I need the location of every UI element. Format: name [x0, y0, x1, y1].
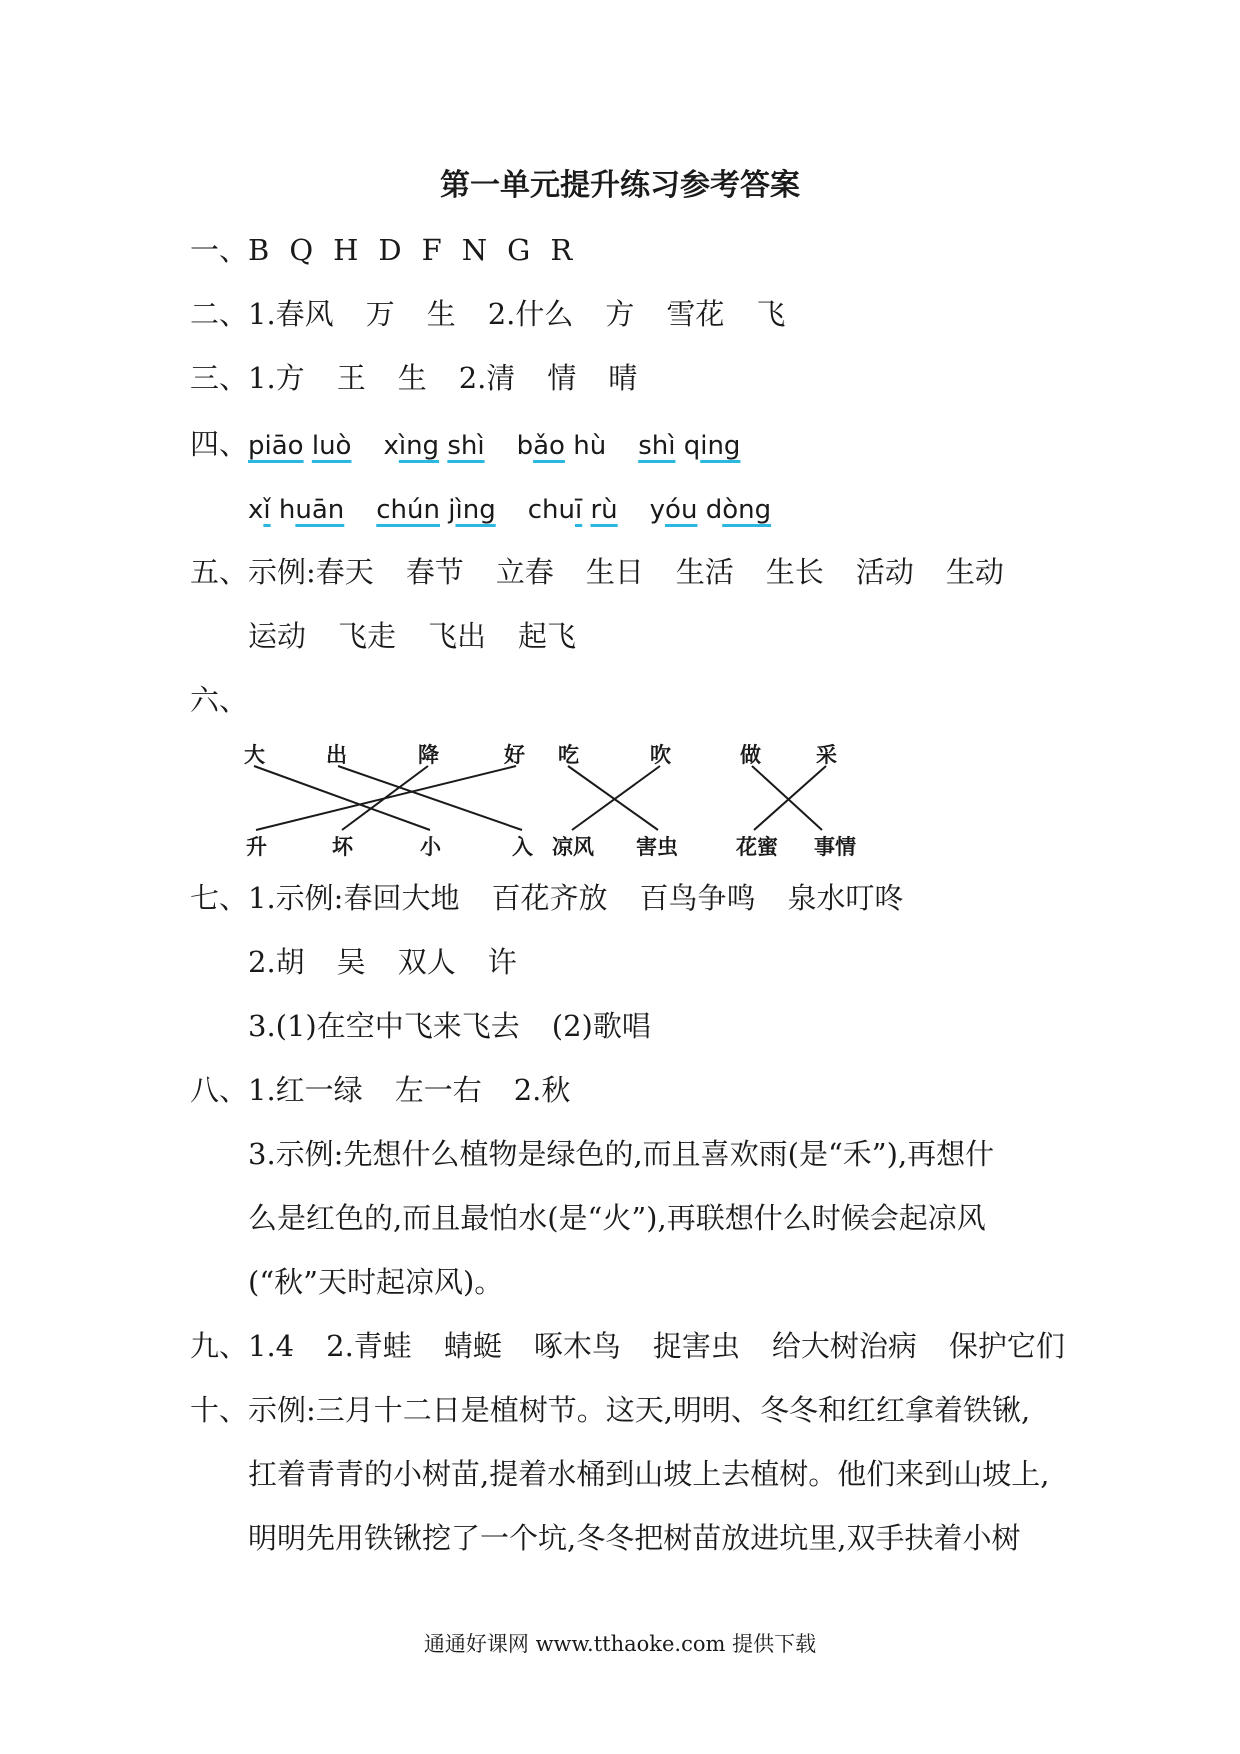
pinyin-word: [248, 431, 351, 461]
answer-number: 一、: [190, 233, 249, 267]
match-line: [572, 766, 660, 830]
match-line: [254, 766, 430, 830]
pinyin-underlined-segment: òng: [722, 495, 772, 525]
match-top-word: 出: [326, 742, 347, 767]
answer-8-part-3: 3.示例:先想什么植物是绿色的,而且喜欢雨(是“禾”),再想什: [248, 1137, 995, 1171]
pinyin-underlined-segment: chún: [376, 495, 440, 525]
answer-text: 晴: [608, 361, 638, 395]
answer-word: 生日: [585, 555, 644, 589]
answer-1: [190, 232, 572, 268]
pinyin-underlined-segment: luò: [311, 431, 352, 461]
answer-number: 九、: [190, 1329, 249, 1363]
answer-7: [190, 880, 904, 916]
answer-word: 起飞: [518, 619, 577, 653]
answer-text: 给大树治病: [771, 1329, 917, 1363]
answer-text: 方: [605, 297, 635, 331]
answer-text: 2.秋: [513, 1073, 571, 1107]
answer-letter: Q: [289, 233, 314, 267]
letter-list: [248, 233, 572, 267]
answer-text: 1.示例:春回大地: [248, 881, 460, 915]
pinyin-underlined-segment: ǎo: [533, 431, 565, 461]
match-bottom-word: 事情: [814, 834, 856, 859]
answer-letter: B: [248, 233, 270, 267]
match-top-word: 好: [504, 742, 525, 767]
answer-text: (2)歌唱: [551, 1009, 651, 1043]
match-top-word: 降: [418, 742, 439, 767]
answer-text: 百花齐放: [491, 881, 608, 915]
pinyin-segment: x: [383, 431, 399, 461]
page-title: 第一单元提升练习参考答案: [440, 168, 800, 203]
answer-word: 春天: [315, 555, 374, 589]
match-bottom-word: 入: [512, 834, 533, 859]
pinyin-underlined-segment: ìng: [398, 431, 440, 461]
answer-text: 2.青蛙: [326, 1329, 412, 1363]
word-list-2: [248, 619, 576, 653]
answer-word: 生活: [675, 555, 734, 589]
answer-text: 百鸟争鸣: [639, 881, 756, 915]
pinyin-word: [383, 431, 484, 461]
answer-number: 五、: [190, 555, 249, 589]
pinyin-segment: b: [516, 431, 534, 461]
answer-text: 许: [487, 945, 517, 979]
answer-word: 运动: [248, 619, 307, 653]
answer-3: [190, 360, 637, 396]
answer-10: [190, 1392, 1030, 1428]
answer-number: 三、: [190, 361, 249, 395]
answer-text: 蜻蜓: [443, 1329, 502, 1363]
pinyin-word: [248, 495, 344, 525]
answer-letter: D: [378, 233, 402, 267]
pinyin-segment: d: [697, 495, 723, 525]
match-top-word: 吹: [650, 742, 671, 767]
answer-text: 生: [426, 297, 456, 331]
answer-text: 王: [336, 361, 366, 395]
answer-text: 情: [547, 361, 577, 395]
answer-word: 飞出: [428, 619, 487, 653]
pinyin-underlined-segment: uān: [295, 495, 345, 525]
answer-number: 八、: [190, 1073, 249, 1107]
answer-text: 1.春风: [248, 297, 334, 331]
pinyin-underlined-segment: ī: [574, 495, 583, 525]
match-line: [752, 766, 822, 830]
pinyin-underlined-segment: piāo: [248, 431, 304, 461]
pinyin-underlined-segment: ìng: [455, 495, 496, 525]
match-bottom-word: 害虫: [636, 834, 678, 859]
word-list-1: [316, 555, 1004, 589]
answer-text: 1.4: [248, 1329, 295, 1363]
pinyin-row-2: [248, 495, 771, 525]
match-bottom-word: 花蜜: [736, 834, 778, 859]
answer-text: 雪花: [666, 297, 725, 331]
answer-text: 3.(1)在空中飞来飞去: [248, 1009, 520, 1043]
answer-letter: G: [507, 233, 531, 267]
pinyin-underlined-segment: shì: [638, 431, 676, 461]
pinyin-segment: y: [649, 495, 666, 525]
answer-letter: R: [550, 233, 573, 267]
answer-8-part-3-cont: 么是红色的,而且最怕水(是“火”),再联想什么时候会起凉风: [248, 1201, 986, 1235]
answer-text: 生: [397, 361, 427, 395]
answer-text: 啄木鸟: [533, 1329, 621, 1363]
answer-10-cont-1: 扛着青青的小树苗,提着水桶到山坡上去植树。他们来到山坡上,: [248, 1457, 1050, 1491]
pinyin-word: [528, 495, 618, 525]
pinyin-underlined-segment: ǐ: [263, 495, 271, 525]
answer-8-part-3-end: (“秋”天时起凉风)。: [248, 1265, 504, 1299]
answer-text: 吴: [336, 945, 366, 979]
match-line: [568, 766, 658, 830]
pinyin-segment: chu: [527, 495, 575, 525]
match-top-word: 吃: [558, 742, 579, 767]
answer-10-cont-2: 明明先用铁锹挖了一个坑,冬冬把树苗放进坑里,双手扶着小树: [248, 1521, 1021, 1555]
answer-word: 活动: [855, 555, 914, 589]
match-top-word: 大: [244, 742, 265, 767]
pinyin-word: [517, 431, 607, 461]
answer-text: 2.清: [458, 361, 516, 395]
answer-letter: N: [461, 233, 488, 267]
pinyin-segment: h: [270, 495, 296, 525]
answer-9: [190, 1328, 1065, 1364]
answer-2: [190, 296, 785, 332]
answer-text: 1.红一绿: [248, 1073, 363, 1107]
match-bottom-word: 坏: [332, 834, 353, 859]
pinyin-word: [650, 495, 771, 525]
answer-word: 生动: [945, 555, 1004, 589]
match-top-word: 采: [816, 742, 837, 767]
pinyin-segment: j: [440, 495, 456, 525]
pinyin-segment: [304, 431, 312, 461]
answer-text: 2.胡: [248, 945, 305, 979]
answer-number: 六、: [190, 683, 249, 717]
match-bottom-word: 升: [246, 834, 267, 859]
answer-4-row-2: [248, 490, 771, 528]
answer-text: 双人: [397, 945, 456, 979]
answer-letter: F: [421, 233, 442, 267]
pinyin-word: [376, 495, 495, 525]
pinyin-word: [638, 431, 740, 461]
answer-text: 飞: [756, 297, 786, 331]
answer-text: 泉水叮咚: [787, 881, 904, 915]
pinyin-underlined-segment: ing: [700, 431, 741, 461]
footer-credit: 通通好课网 www.tthaoke.com 提供下载: [423, 1632, 817, 1656]
answer-letter: H: [333, 233, 359, 267]
pinyin-segment: hù: [564, 431, 607, 461]
answer-5: [190, 554, 1004, 590]
answer-text: 1.方: [248, 361, 305, 395]
pinyin-underlined-segment: óu: [665, 495, 698, 525]
answer-number: 十、: [190, 1393, 249, 1427]
answer-text: 捉害虫: [652, 1329, 740, 1363]
answer-6: [190, 682, 248, 718]
match-bottom-word: 凉风: [552, 834, 594, 859]
answer-number: 四、: [190, 427, 249, 461]
match-line: [754, 766, 826, 830]
match-line: [338, 766, 522, 830]
matching-diagram: [240, 740, 880, 860]
pinyin-row-1: [248, 431, 740, 461]
answer-word: 立春: [495, 555, 554, 589]
answer-8: [190, 1072, 570, 1108]
answer-number: 七、: [190, 881, 249, 915]
answer-text: 左一右: [394, 1073, 482, 1107]
match-bottom-word: 小: [420, 834, 441, 859]
answer-text: 示例:三月十二日是植树节。这天,明明、冬冬和红红拿着铁锹,: [248, 1393, 1031, 1427]
answer-4: [190, 426, 740, 464]
answer-word: 飞走: [338, 619, 397, 653]
answer-number: 二、: [190, 297, 249, 331]
answer-7-part-3: [248, 1008, 651, 1044]
pinyin-segment: q: [675, 431, 701, 461]
example-prefix: 示例:: [248, 555, 316, 589]
pinyin-underlined-segment: shì: [447, 431, 485, 461]
pinyin-underlined-segment: rù: [590, 495, 618, 525]
answer-word: 生长: [765, 555, 824, 589]
answer-text: 2.什么: [487, 297, 574, 331]
answer-7-part-2: [248, 944, 517, 980]
answer-text: 保护它们: [948, 1329, 1065, 1363]
match-line: [256, 766, 516, 830]
answer-text: 万: [365, 297, 395, 331]
match-top-word: 做: [740, 742, 761, 767]
pinyin-segment: x: [248, 495, 264, 525]
answer-5-row-2: [248, 618, 576, 654]
answer-word: 春节: [405, 555, 464, 589]
